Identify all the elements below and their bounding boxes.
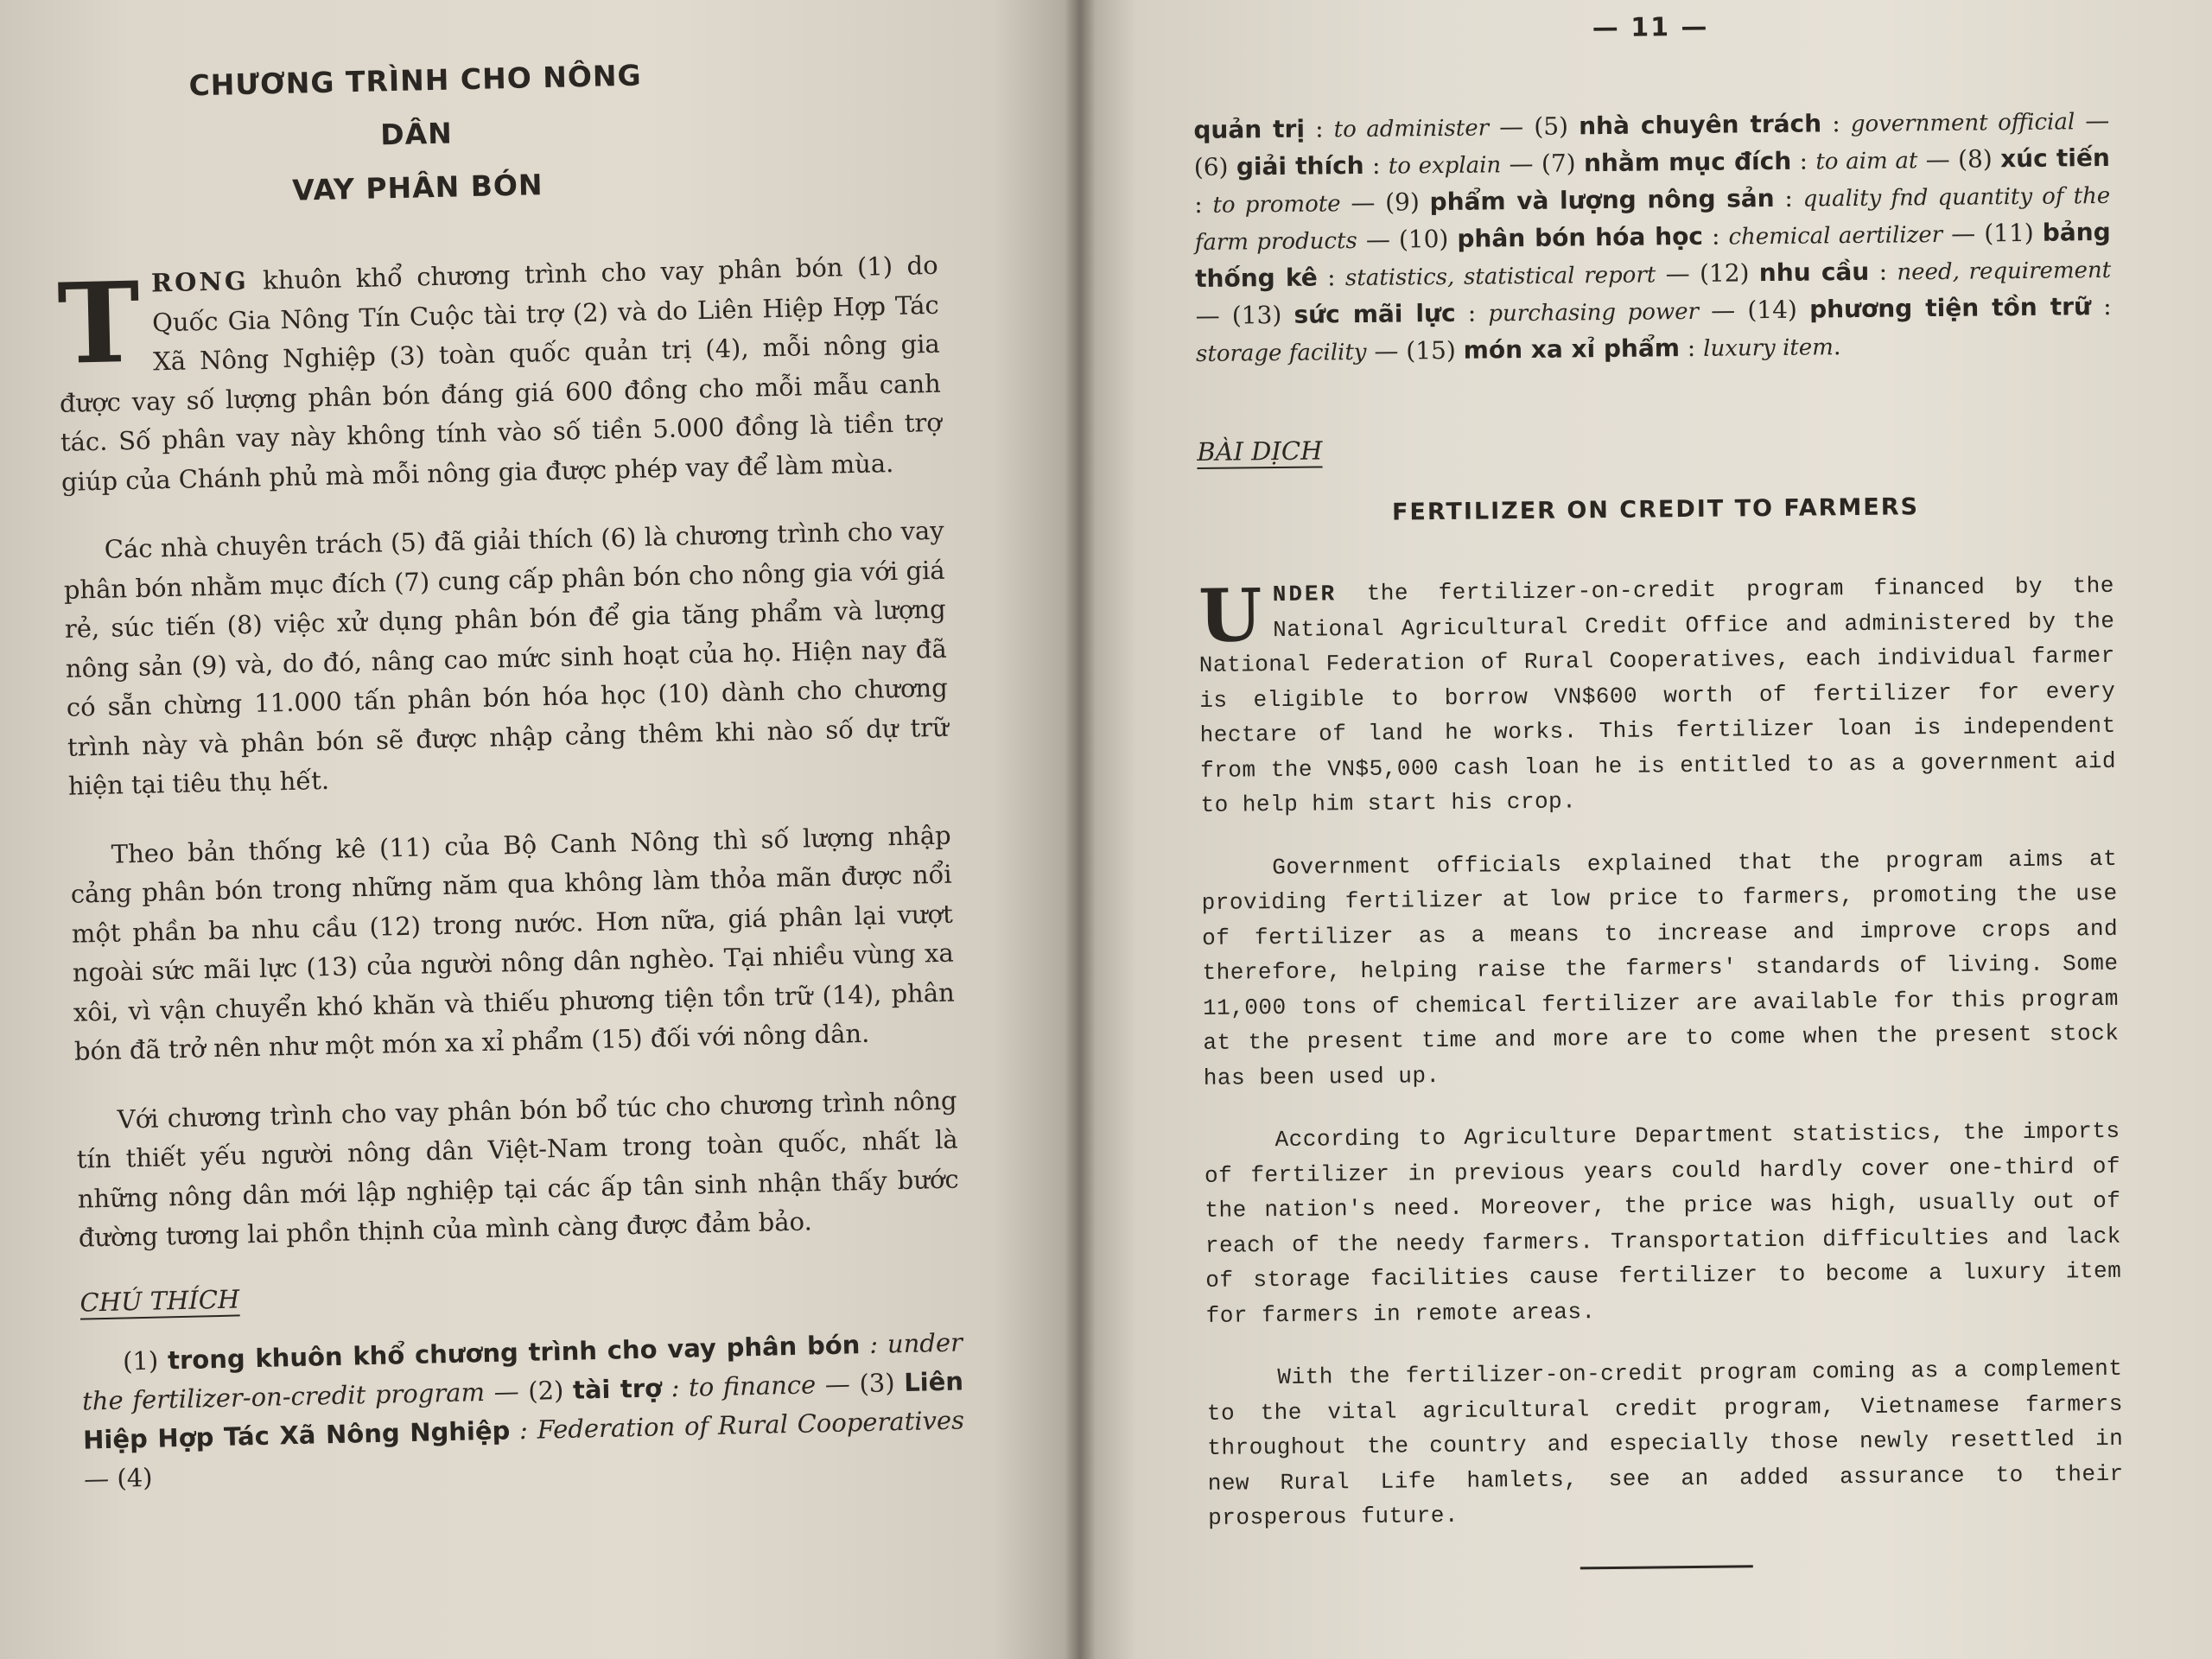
end-rule bbox=[1580, 1565, 1753, 1569]
note-item: (8) xúc tiến : to promote — bbox=[1194, 143, 2110, 219]
lead-word: RONG bbox=[150, 265, 250, 298]
note-item: (14) phương tiện tồn trữ : storage facility — bbox=[1195, 291, 2112, 367]
left-paragraph-3: Theo bản thống kê (11) của Bộ Canh Nông thì số lượng nhập cảng phân bón trong những năm qua không làm thỏa mãn được nổi một phần ba nhu cầu (12) trong nước. Hơn nữa, giá phân lại vượt ngoài sức mãi lực (13) của người nông dân nghèo. Tại nhiều vùng xa xôi, vì vận chuyển khó khăn và thiếu phương tiện tồn trữ (14), phân bón đã trở nên như một món xa xỉ phẩm (15) đối với nông dân. bbox=[70, 820, 956, 1066]
right-page bbox=[1080, 0, 2212, 1659]
book-gutter bbox=[1065, 0, 1096, 1659]
drop-cap: T bbox=[56, 257, 142, 390]
translation-title: FERTILIZER ON CREDIT TO FARMERS bbox=[1391, 493, 1920, 526]
right-paragraph-1 bbox=[1198, 569, 2117, 823]
note-item: (11) bảng thống kê : statistics, statistical report — bbox=[1194, 217, 2111, 293]
left-paragraph-1 bbox=[56, 246, 943, 502]
drop-cap: U bbox=[1198, 572, 1263, 658]
note-item: (7) nhằm mục đích : to aim at — bbox=[1541, 144, 1959, 178]
notes-label: CHÚ THÍCH bbox=[79, 1283, 240, 1318]
right-notes bbox=[1193, 103, 2112, 372]
right-paragraph-2: Government officials explained that the program aims at providing fertilizer at low price to farmers, promoting the use of fertilizer as a means to increase and improve crops and therefore, helping raise the farmers' standards of living. Some 11,000 tons of chemical fertilizer are available for this program at the present time and more are to come when the present stock has been used up. bbox=[1201, 845, 2120, 1091]
translation-label: BÀI DỊCH bbox=[1197, 435, 1323, 467]
left-paragraph-2: Các nhà chuyên trách (5) đã giải thích (6) là chương trình cho vay phân bón nhằm mục đích (7) cung cấp phân bón cho nông gia với giá rẻ, súc tiến (8) việc xử dụng phân bón để gia tăng phẩm và lượng nông sản (9) và, do đó, nâng cao mức sinh hoạt của họ. Hiện nay đã có sẵn chừng 11.000 tấn phân bón hóa học (10) dành cho chương trình này và phân bón sẽ được nhập cảng thêm khi nào số dự trữ hiện tại tiêu thụ hết. bbox=[63, 515, 950, 801]
note-item: (12) nhu cầu : need, requirement — bbox=[1195, 257, 2112, 330]
note-item: (6) giải thích : to explain — bbox=[1193, 149, 1542, 181]
left-notes: (1) trong khuôn khổ chương trình cho vay phân bón : under the fertilizer-on-credit program — (2) tài trợ : to finance — (3) Liên Hiệp Hợp Tác Xã Nông Nghiệp : Federation of Rural Cooperatives — (4) bbox=[81, 1326, 965, 1494]
note-item: (9) phẩm và lượng nông sản : quality fnd quantity of the farm products — bbox=[1194, 182, 2111, 256]
lead-word: NDER bbox=[1272, 581, 1338, 608]
note-item: (10) phân bón hóa học : chemical aertilizer — bbox=[1398, 219, 1985, 254]
paragraph-text: the fertilizer-on-credit program financed by the National Agricultural Credit Office and administered by the National Federation of Rural Cooperatives, each individual farmer is eligible to borrow VN$600 worth of fertilizer for every hectare of land he works. This fertilizer loan is independent from the VN$5,000 cash loan he is entitled to as a government aid to help him start his crop. bbox=[1198, 572, 2117, 818]
right-paragraph-4: With the fertilizer-on-credit program coming as a complement to the vital agricultural credit program, Vietnamese farmers throughout the country and especially those newly resettled in new Rural Life hamlets, see an added assurance to their prosperous future. bbox=[1206, 1355, 2124, 1531]
left-page bbox=[0, 0, 1080, 1659]
note-item: (15) món xa xỉ phẩm : luxury item. bbox=[1406, 332, 1841, 365]
note-item: quản trị : to administer — bbox=[1193, 111, 1535, 144]
note-item: (5) nhà chuyên trách : government official — bbox=[1534, 105, 2110, 141]
left-paragraph-4: Với chương trình cho vay phân bón bổ túc cho chương trình nông tín thiết yếu người nông dân Việt-Nam trong toàn quốc, nhất là những nông dân mới lập nghiệp tại các ấp tân sinh nhận thấy bước đường tương lai phồn thịnh của mình càng được đảm bảo. bbox=[76, 1085, 959, 1253]
note-item: (13) sức mãi lực : purchasing power — bbox=[1231, 296, 1748, 330]
right-paragraph-3: According to Agriculture Department statistics, the imports of fertilizer in previous years could hardly cover one-third of the nation's need. Moreover, the price was high, usually out of reach of the needy farmers. Transportation difficulties and lack of storage facilities cause fertilizer to become a luxury item for farmers in remote areas. bbox=[1204, 1117, 2122, 1329]
page-number: — 11 — bbox=[1592, 11, 1709, 44]
paragraph-text: khuôn khổ chương trình cho vay phân bón (1) do Quốc Gia Nông Tín Cuộc tài trợ (2) và do Liên Hiệp Hợp Tác Xã Nông Nghiệp (3) toàn quốc quản trị (4), mỗi nông gia được vay số lượng phân bón đáng giá 600 đồng cho mỗi mẫu canh tác. Số phân vay này không tính vào số tiền 5.000 đồng là tiền trợ giúp của Chánh phủ mà mỗi nông gia được phép vay để làm mùa. bbox=[59, 250, 943, 497]
left-page-title: CHƯƠNG TRÌNH CHO NÔNG DÂN VAY PHÂN BÓN bbox=[188, 58, 643, 207]
